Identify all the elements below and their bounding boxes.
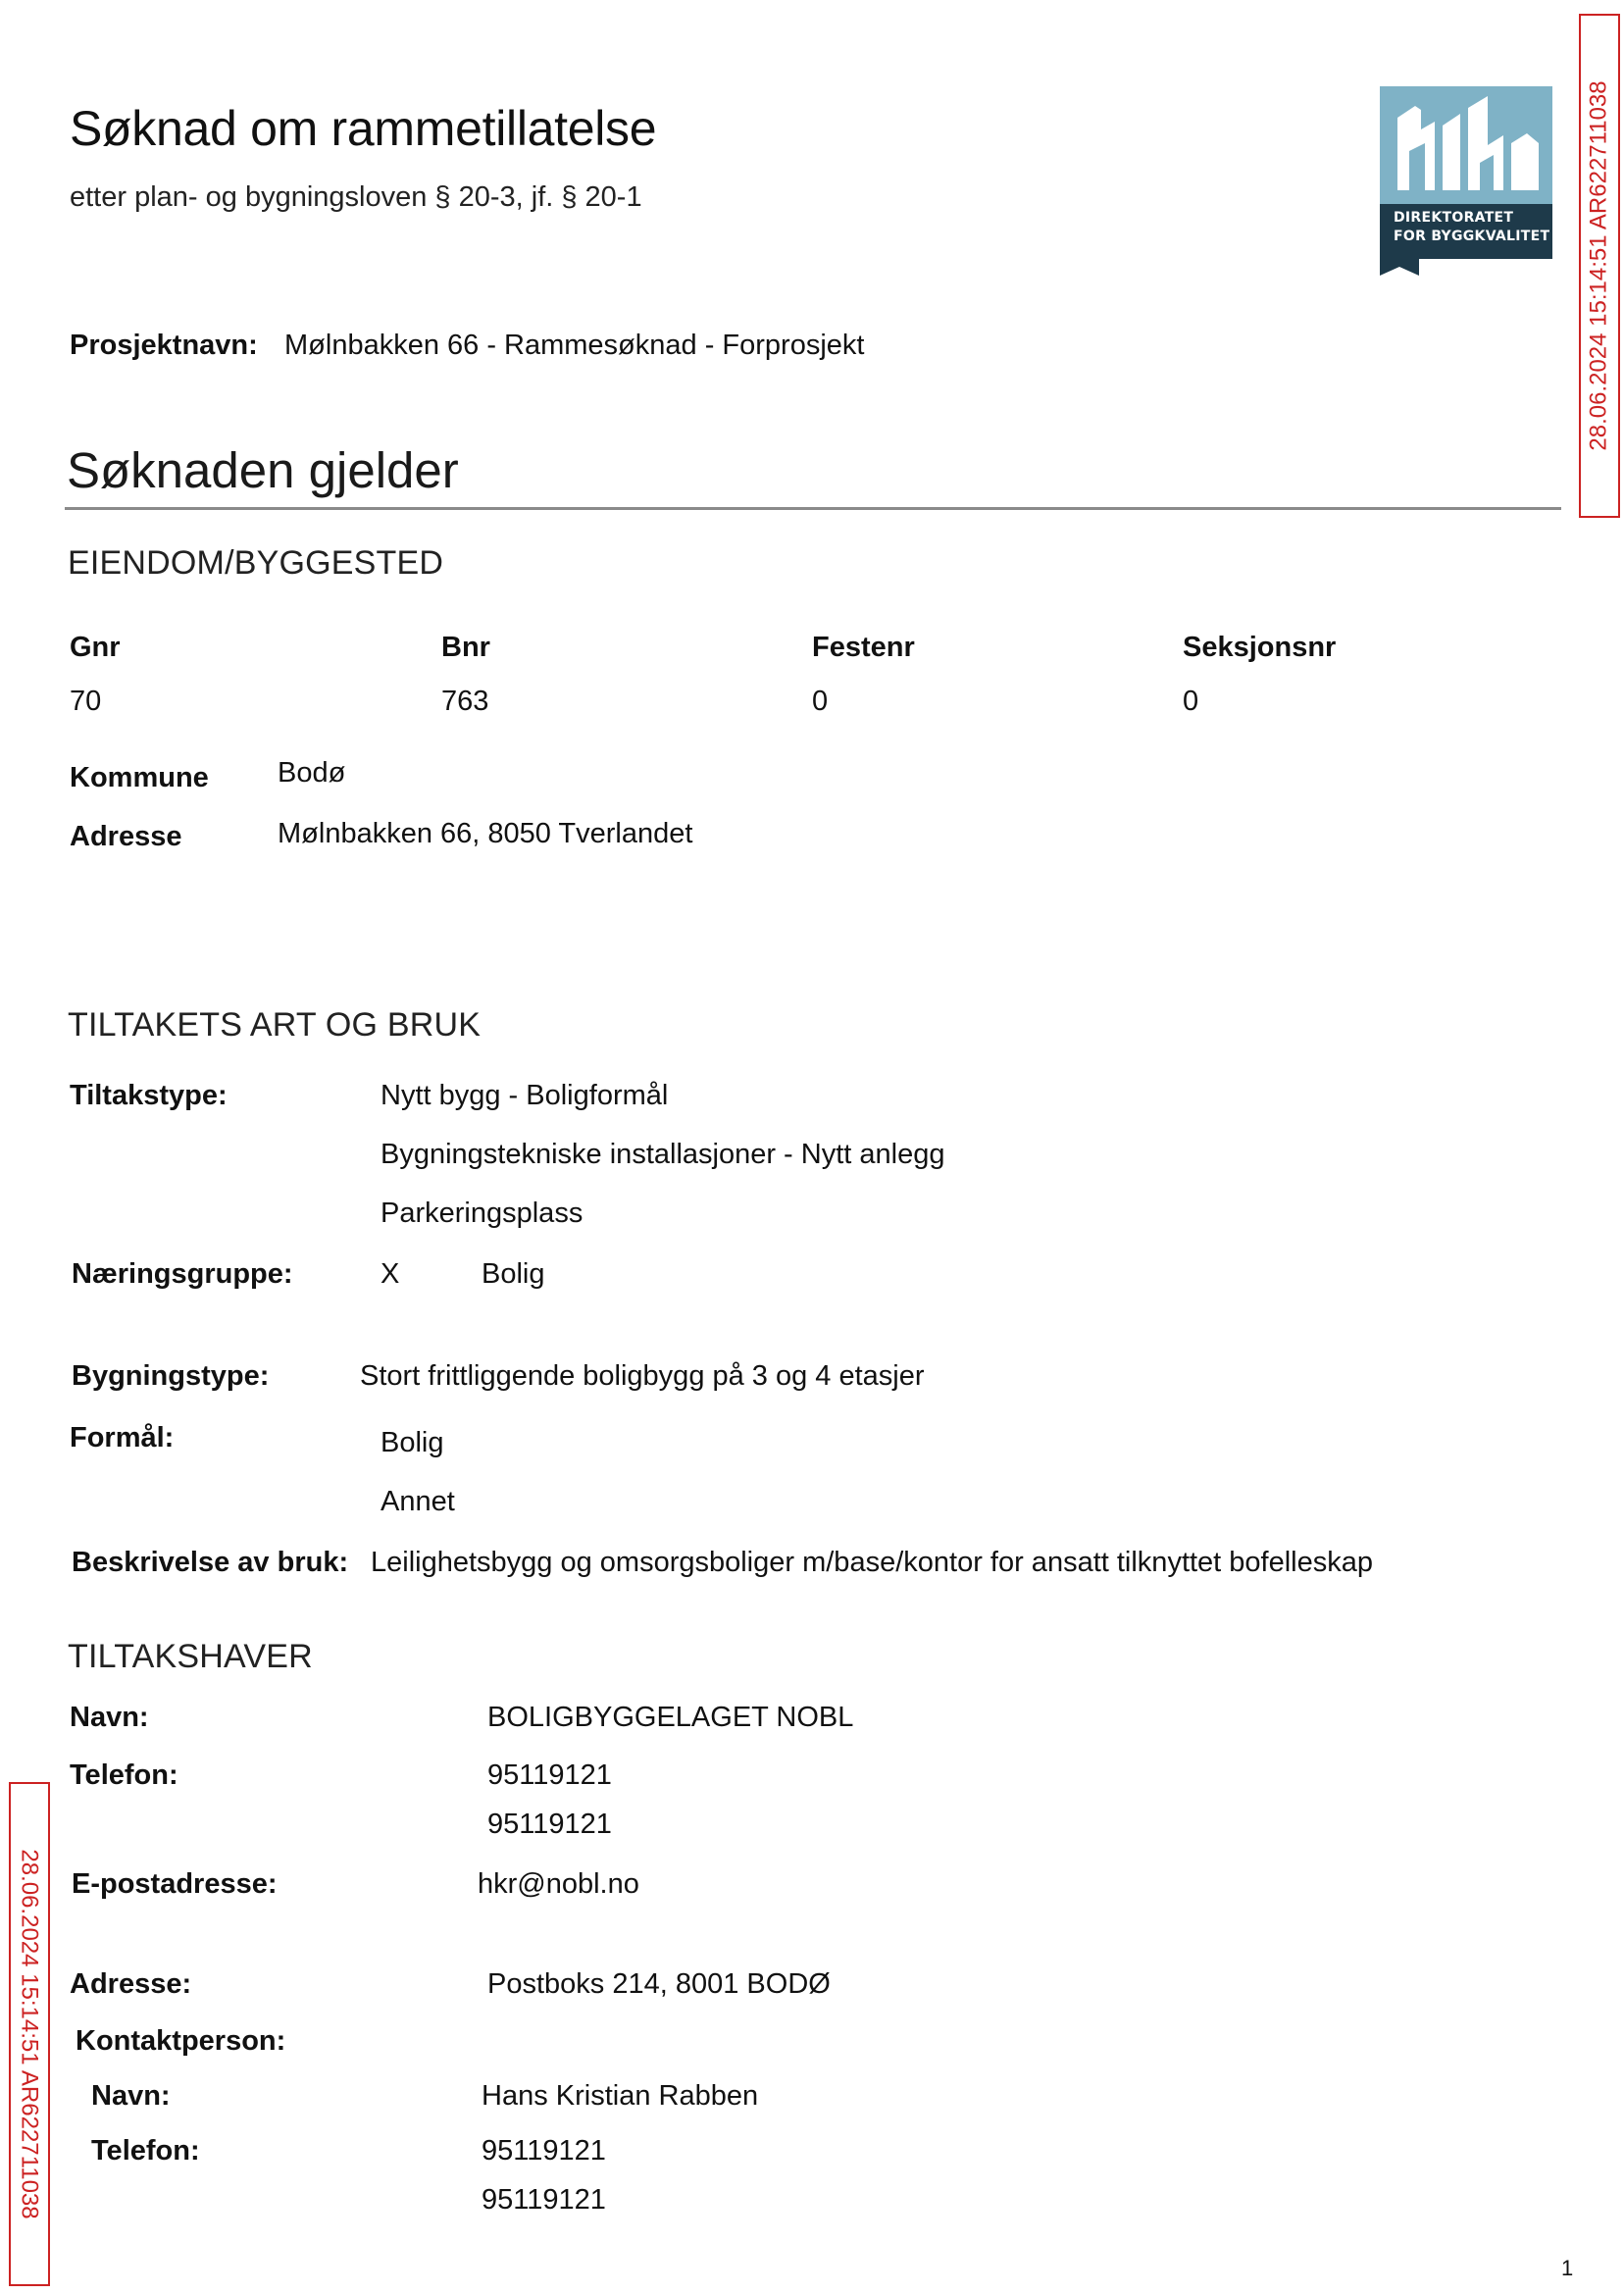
kommune-value: Bodø <box>278 757 346 789</box>
project-name-value: Mølnbakken 66 - Rammesøknad - Forprosjekt <box>284 330 865 361</box>
festenr-label: Festenr <box>812 632 915 663</box>
kontakt-navn-label: Navn: <box>91 2080 171 2112</box>
telefon-value: 95119121 <box>487 1759 612 1791</box>
naeringsgruppe-value: Bolig <box>482 1258 545 1290</box>
heading-divider <box>65 507 1561 510</box>
bnr-value: 763 <box>441 686 489 717</box>
formal-value: Bolig <box>381 1427 444 1458</box>
gnr-value: 70 <box>70 686 102 717</box>
tiltakshaver-adresse-label: Adresse: <box>70 1968 192 2000</box>
tiltakshaver-adresse-value: Postboks 214, 8001 BODØ <box>487 1968 831 2000</box>
kontakt-telefon-label: Telefon: <box>91 2135 200 2167</box>
document-title: Søknad om rammetillatelse <box>70 101 657 156</box>
adresse-label: Adresse <box>70 821 182 852</box>
kontakt-navn-value: Hans Kristian Rabben <box>482 2080 759 2112</box>
kontakt-telefon-value: 95119121 <box>482 2135 606 2167</box>
tiltakstype-value: Parkeringsplass <box>381 1198 584 1229</box>
formal-value: Annet <box>381 1486 455 1517</box>
stamp-text: 28.06.2024 15:14:51 AR622711038 <box>17 1849 43 2219</box>
beskrivelse-label: Beskrivelse av bruk: <box>72 1547 349 1578</box>
date-stamp-top <box>1579 14 1620 518</box>
gnr-label: Gnr <box>70 632 121 663</box>
epost-value: hkr@nobl.no <box>478 1868 639 1900</box>
bygningstype-value: Stort frittliggende boligbygg på 3 og 4 etasjer <box>360 1360 925 1392</box>
seksjonsnr-value: 0 <box>1183 686 1199 717</box>
tiltakstype-value: Nytt bygg - Boligformål <box>381 1080 669 1111</box>
date-stamp-side <box>9 1782 50 2286</box>
page-number: 1 <box>1561 2256 1574 2280</box>
logo-text-line2: FOR BYGGKVALITET <box>1394 229 1550 244</box>
tiltak-section-title: TILTAKETS ART OG BRUK <box>68 1006 482 1044</box>
festenr-value: 0 <box>812 686 829 717</box>
naeringsgruppe-code: X <box>381 1258 400 1290</box>
project-name-label: Prosjektnavn: <box>70 330 258 361</box>
telefon-label: Telefon: <box>70 1759 178 1791</box>
formal-label: Formål: <box>70 1422 175 1453</box>
tiltakstype-value: Bygningstekniske installasjoner - Nytt anlegg <box>381 1139 945 1170</box>
kontaktperson-label: Kontaktperson: <box>76 2025 286 2057</box>
logo-graphic-icon <box>1380 86 1552 276</box>
property-section-title: EIENDOM/BYGGESTED <box>68 544 444 582</box>
epost-label: E-postadresse: <box>72 1868 278 1900</box>
telefon-value: 95119121 <box>487 1809 612 1840</box>
kommune-label: Kommune <box>70 762 209 793</box>
seksjonsnr-label: Seksjonsnr <box>1183 632 1337 663</box>
logo-text-line1: DIREKTORATET <box>1394 210 1514 226</box>
naeringsgruppe-label: Næringsgruppe: <box>72 1258 293 1290</box>
adresse-value: Mølnbakken 66, 8050 Tverlandet <box>278 818 693 849</box>
stamp-text: 28.06.2024 15:14:51 AR622711038 <box>1586 80 1612 451</box>
bnr-label: Bnr <box>441 632 490 663</box>
navn-label: Navn: <box>70 1702 149 1733</box>
beskrivelse-value: Leilighetsbygg og omsorgsboliger m/base/kontor for ansatt tilknyttet bofelleskap <box>371 1547 1374 1578</box>
document-subtitle: etter plan- og bygningsloven § 20-3, jf. § 20-1 <box>70 181 642 213</box>
tiltakshaver-section-title: TILTAKSHAVER <box>68 1638 313 1675</box>
section-heading: Søknaden gjelder <box>67 442 459 498</box>
navn-value: BOLIGBYGGELAGET NOBL <box>487 1702 854 1733</box>
kontakt-telefon-value: 95119121 <box>482 2184 606 2216</box>
dibk-logo <box>1380 86 1552 276</box>
bygningstype-label: Bygningstype: <box>72 1360 270 1392</box>
tiltakstype-label: Tiltakstype: <box>70 1080 228 1111</box>
